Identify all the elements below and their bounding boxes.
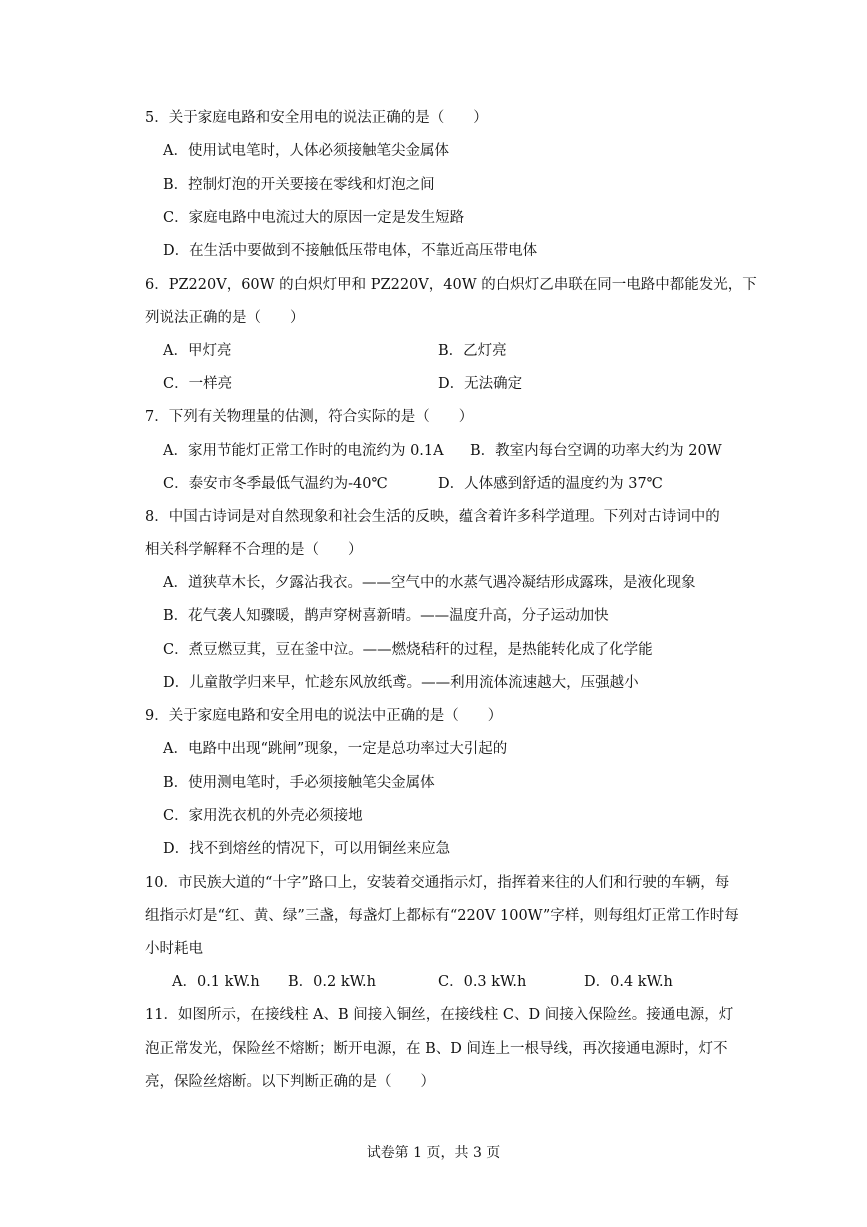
question-6-stem-line1: 6．PZ220V，60W 的白炽灯甲和 PZ220V，40W 的白炽灯乙串联在同一电路中都能发光，下 — [145, 277, 757, 293]
question-8-option-b: B．花气袭人知骤暖，鹊声穿树喜新晴。——温度升高，分子运动加快 — [163, 608, 609, 624]
question-7-option-a: A．家用节能灯正常工作时的电流约为 0.1A — [163, 443, 444, 459]
question-7-option-d: D．人体感到舒适的温度约为 37℃ — [438, 476, 663, 492]
question-10-option-a: A．0.1 kW.h — [172, 974, 260, 990]
question-10-option-c: C．0.3 kW.h — [438, 974, 527, 990]
question-5-stem: 5．关于家庭电路和安全用电的说法正确的是（ ） — [145, 110, 488, 126]
question-8-stem-line2: 相关科学解释不合理的是（ ） — [145, 542, 363, 558]
question-11-stem-line2: 泡正常发光，保险丝不熔断；断开电源，在 B、D 间连上一根导线，再次接通电源时，灯不 — [145, 1041, 728, 1057]
question-10-option-d: D．0.4 kW.h — [584, 974, 673, 990]
question-10-stem-line3: 小时耗电 — [145, 941, 203, 957]
question-8-option-a: A．道狭草木长，夕露沾我衣。——空气中的水蒸气遇冷凝结形成露珠，是液化现象 — [163, 575, 696, 591]
question-9-option-b: B．使用测电笔时，手必须接触笔尖金属体 — [163, 775, 435, 791]
question-9-option-c: C．家用洗衣机的外壳必须接地 — [163, 808, 363, 824]
question-8-option-d: D．儿童散学归来早，忙趁东风放纸鸢。——利用流体流速越大，压强越小 — [163, 675, 639, 691]
question-9-option-a: A．电路中出现“跳闸”现象，一定是总功率过大引起的 — [163, 741, 508, 757]
question-9-stem: 9．关于家庭电路和安全用电的说法中正确的是（ ） — [145, 708, 503, 724]
question-10-stem-line2: 组指示灯是“红、黄、绿”三盏，每盏灯上都标有“220V 100W”字样，则每组灯正常工作时每 — [145, 908, 739, 924]
question-8-option-c: C．煮豆燃豆萁，豆在釜中泣。——燃烧秸秆的过程，是热能转化成了化学能 — [163, 642, 653, 658]
question-5-option-a: A．使用试电笔时，人体必须接触笔尖金属体 — [163, 143, 449, 159]
question-6-option-b: B．乙灯亮 — [438, 343, 507, 359]
question-5-option-b: B．控制灯泡的开关要接在零线和灯泡之间 — [163, 177, 435, 193]
page-footer: 试卷第 1 页，共 3 页 — [366, 1145, 501, 1161]
question-9-option-d: D．找不到熔丝的情况下，可以用铜丝来应急 — [163, 841, 451, 857]
question-5-option-c: C．家庭电路中电流过大的原因一定是发生短路 — [163, 210, 465, 226]
question-11-stem-line1: 11．如图所示，在接线柱 A、B 间接入铜丝，在接线柱 C、D 间接入保险丝。接通电源，灯 — [145, 1007, 734, 1023]
question-10-option-b: B．0.2 kW.h — [288, 974, 376, 990]
question-7-stem: 7．下列有关物理量的估测，符合实际的是（ ） — [145, 409, 474, 425]
question-5-option-d: D．在生活中要做到不接触低压带电体，不靠近高压带电体 — [163, 243, 538, 259]
question-7-option-c: C．泰安市冬季最低气温约为-40℃ — [163, 476, 388, 492]
question-11-stem-line3: 亮，保险丝熔断。以下判断正确的是（ ） — [145, 1074, 435, 1090]
question-8-stem-line1: 8．中国古诗词是对自然现象和社会生活的反映，蕴含着许多科学道理。下列对古诗词中的 — [145, 509, 720, 525]
question-6-option-a: A．甲灯亮 — [163, 343, 232, 359]
question-6-stem-line2: 列说法正确的是（ ） — [145, 310, 305, 326]
question-6-option-c: C．一样亮 — [163, 376, 233, 392]
question-7-option-b: B．教室内每台空调的功率大约为 20W — [470, 443, 722, 459]
question-6-option-d: D．无法确定 — [438, 376, 523, 392]
question-10-stem-line1: 10．市民族大道的“十字”路口上，安装着交通指示灯，指挥着来往的人们和行驶的车辆，每 — [145, 875, 730, 891]
